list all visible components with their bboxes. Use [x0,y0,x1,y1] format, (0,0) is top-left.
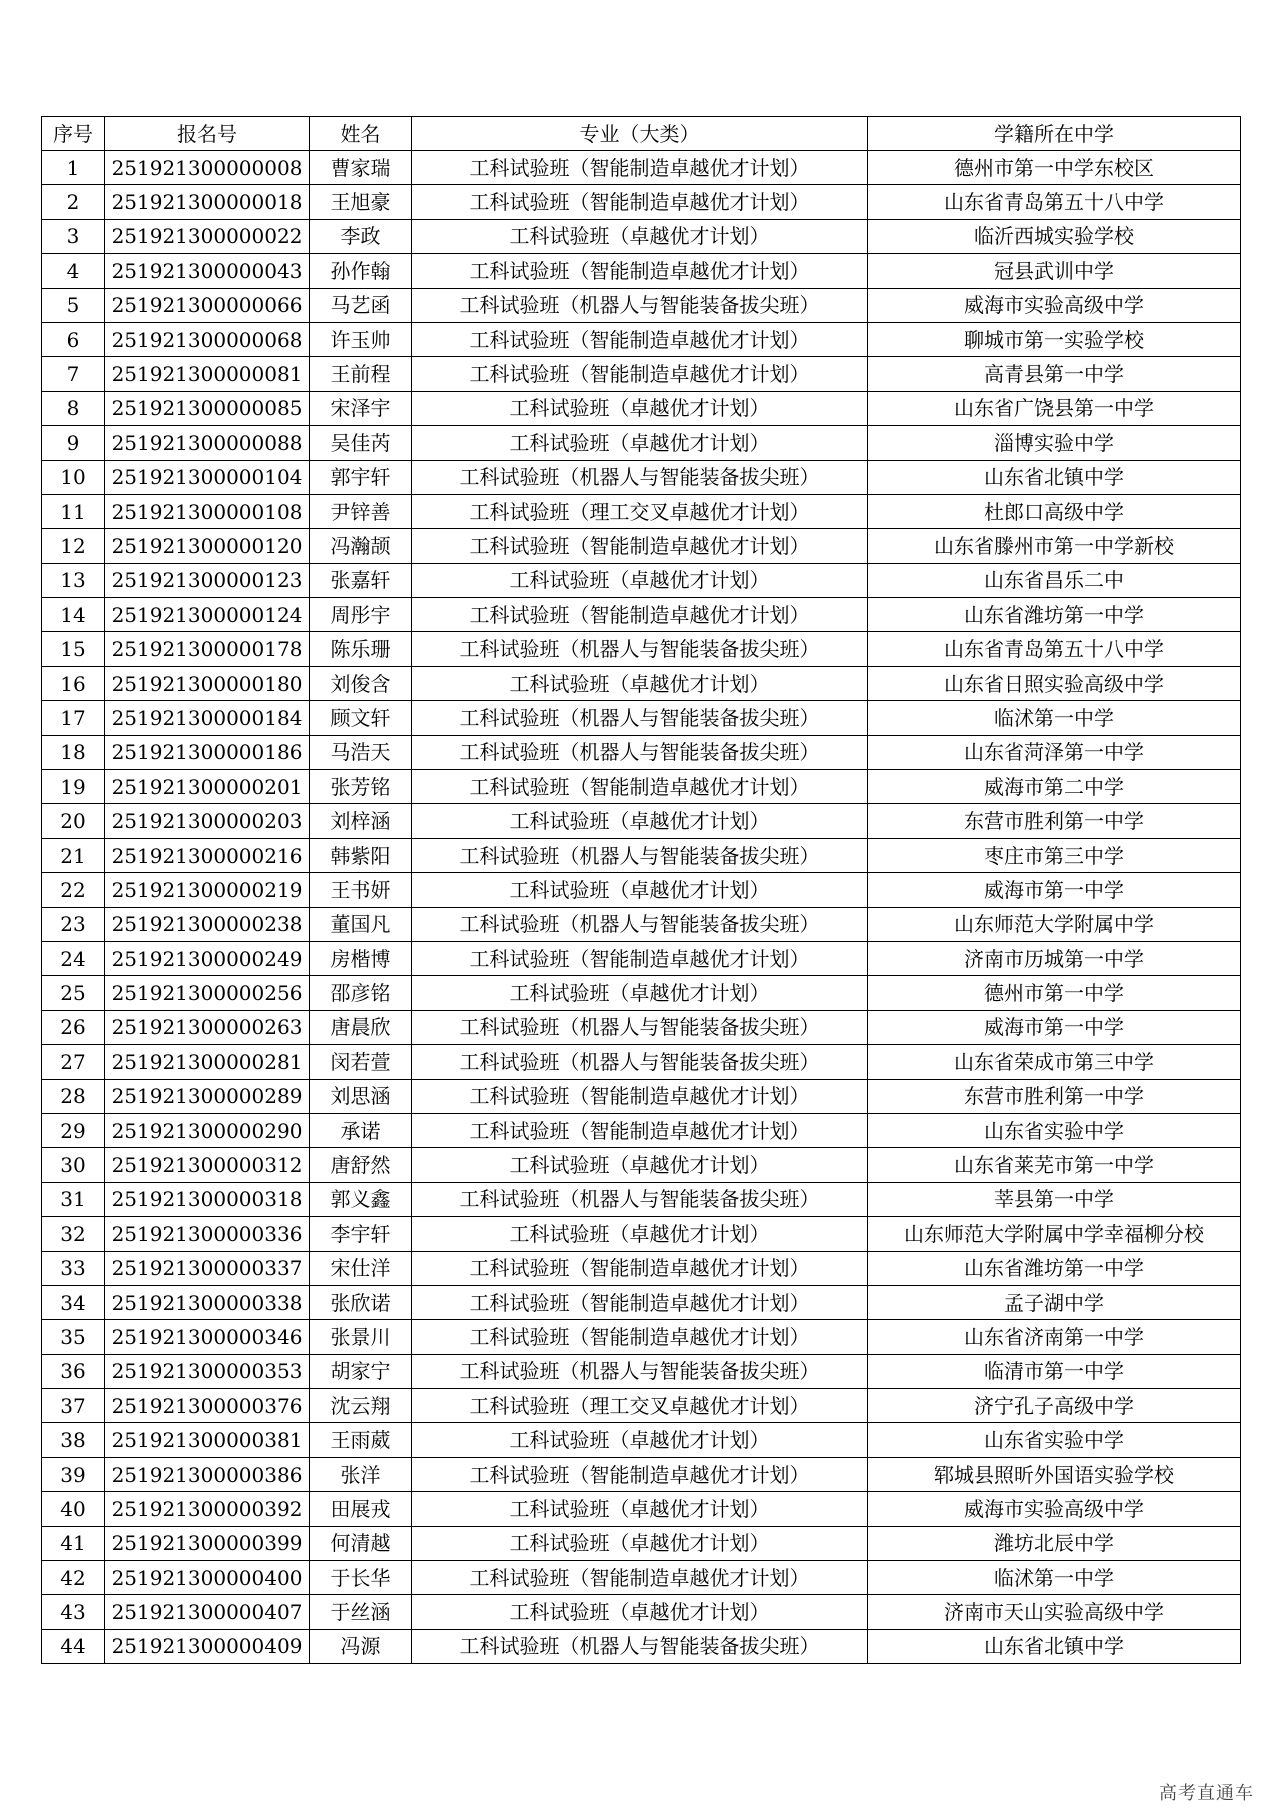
cell-school: 杜郎口高级中学 [868,494,1241,528]
cell-name: 宋仕洋 [310,1251,412,1285]
cell-index: 18 [42,735,105,769]
cell-registration-number: 251921300000376 [105,1389,310,1423]
table-row [42,494,1241,528]
cell-registration-number: 251921300000186 [105,735,310,769]
cell-index: 19 [42,770,105,804]
cell-index: 2 [42,185,105,219]
cell-registration-number: 251921300000018 [105,185,310,219]
cell-major: 工科试验班（智能制造卓越优才计划） [412,1251,868,1285]
cell-name: 吴佳芮 [310,426,412,460]
table-row [42,1182,1241,1216]
cell-registration-number: 251921300000381 [105,1423,310,1457]
cell-school: 冠县武训中学 [868,254,1241,288]
cell-school: 山东省滕州市第一中学新校 [868,529,1241,563]
cell-major: 工科试验班（智能制造卓越优才计划） [412,254,868,288]
cell-school: 山东省北镇中学 [868,1629,1241,1663]
cell-major: 工科试验班（智能制造卓越优才计划） [412,1561,868,1595]
cell-school: 威海市实验高级中学 [868,288,1241,322]
cell-name: 沈云翔 [310,1389,412,1423]
cell-registration-number: 251921300000008 [105,151,310,185]
cell-school: 聊城市第一实验学校 [868,322,1241,356]
cell-registration-number: 251921300000353 [105,1354,310,1388]
cell-index: 25 [42,976,105,1010]
cell-school: 山东省青岛第五十八中学 [868,185,1241,219]
cell-major: 工科试验班（智能制造卓越优才计划） [412,185,868,219]
table-row [42,804,1241,838]
cell-name: 王书妍 [310,873,412,907]
cell-index: 35 [42,1320,105,1354]
cell-name: 张洋 [310,1457,412,1491]
cell-name: 房楷博 [310,941,412,975]
cell-major: 工科试验班（智能制造卓越优才计划） [412,598,868,632]
cell-index: 36 [42,1354,105,1388]
cell-major: 工科试验班（卓越优才计划） [412,426,868,460]
cell-name: 王前程 [310,357,412,391]
cell-index: 40 [42,1492,105,1526]
table-row [42,598,1241,632]
cell-index: 21 [42,838,105,872]
cell-school: 临沂西城实验学校 [868,219,1241,253]
cell-index: 31 [42,1182,105,1216]
cell-name: 冯瀚颉 [310,529,412,563]
cell-index: 44 [42,1629,105,1663]
table-row [42,391,1241,425]
cell-name: 马艺函 [310,288,412,322]
table-row [42,1389,1241,1423]
cell-name: 许玉帅 [310,322,412,356]
cell-name: 张嘉轩 [310,563,412,597]
cell-registration-number: 251921300000123 [105,563,310,597]
cell-index: 8 [42,391,105,425]
cell-school: 山东省青岛第五十八中学 [868,632,1241,666]
table-row [42,1148,1241,1182]
cell-index: 16 [42,666,105,700]
cell-major: 工科试验班（卓越优才计划） [412,1217,868,1251]
cell-registration-number: 251921300000124 [105,598,310,632]
cell-index: 3 [42,219,105,253]
cell-name: 韩紫阳 [310,838,412,872]
cell-index: 12 [42,529,105,563]
cell-registration-number: 251921300000088 [105,426,310,460]
cell-index: 13 [42,563,105,597]
cell-registration-number: 251921300000104 [105,460,310,494]
cell-major: 工科试验班（机器人与智能装备拔尖班） [412,288,868,322]
cell-major: 工科试验班（机器人与智能装备拔尖班） [412,907,868,941]
table-row [42,941,1241,975]
cell-index: 11 [42,494,105,528]
table-row [42,219,1241,253]
cell-registration-number: 251921300000108 [105,494,310,528]
cell-major: 工科试验班（卓越优才计划） [412,873,868,907]
cell-registration-number: 251921300000085 [105,391,310,425]
cell-name: 王雨葳 [310,1423,412,1457]
cell-major: 工科试验班（卓越优才计划） [412,1148,868,1182]
cell-registration-number: 251921300000043 [105,254,310,288]
cell-major: 工科试验班（智能制造卓越优才计划） [412,151,868,185]
admission-list-table [41,116,1241,1664]
cell-school: 山东省实验中学 [868,1113,1241,1147]
table-row [42,1045,1241,1079]
table-row [42,1217,1241,1251]
cell-major: 工科试验班（智能制造卓越优才计划） [412,941,868,975]
cell-registration-number: 251921300000178 [105,632,310,666]
cell-index: 1 [42,151,105,185]
cell-registration-number: 251921300000318 [105,1182,310,1216]
cell-major: 工科试验班（机器人与智能装备拔尖班） [412,1629,868,1663]
cell-major: 工科试验班（机器人与智能装备拔尖班） [412,1045,868,1079]
cell-major: 工科试验班（卓越优才计划） [412,1526,868,1560]
cell-registration-number: 251921300000081 [105,357,310,391]
cell-major: 工科试验班（智能制造卓越优才计划） [412,1079,868,1113]
cell-school: 山东师范大学附属中学 [868,907,1241,941]
cell-school: 山东省日照实验高级中学 [868,666,1241,700]
cell-major: 工科试验班（智能制造卓越优才计划） [412,770,868,804]
cell-name: 刘俊含 [310,666,412,700]
cell-registration-number: 251921300000066 [105,288,310,322]
cell-school: 威海市第一中学 [868,1010,1241,1044]
table-header-row [42,117,1241,151]
cell-major: 工科试验班（卓越优才计划） [412,804,868,838]
cell-name: 邵彦铭 [310,976,412,1010]
cell-name: 张景川 [310,1320,412,1354]
header-index: 序号 [42,117,105,151]
cell-school: 潍坊北辰中学 [868,1526,1241,1560]
cell-school: 枣庄市第三中学 [868,838,1241,872]
cell-index: 15 [42,632,105,666]
cell-index: 14 [42,598,105,632]
table-row [42,907,1241,941]
table-row [42,1079,1241,1113]
table-row [42,1526,1241,1560]
cell-name: 李政 [310,219,412,253]
table-row [42,1285,1241,1319]
cell-index: 22 [42,873,105,907]
cell-school: 山东省北镇中学 [868,460,1241,494]
cell-registration-number: 251921300000409 [105,1629,310,1663]
cell-name: 马浩天 [310,735,412,769]
table-row [42,1010,1241,1044]
table-row [42,151,1241,185]
table-row [42,185,1241,219]
cell-major: 工科试验班（卓越优才计划） [412,1595,868,1629]
cell-school: 山东省昌乐二中 [868,563,1241,597]
cell-registration-number: 251921300000219 [105,873,310,907]
cell-index: 20 [42,804,105,838]
cell-index: 42 [42,1561,105,1595]
cell-school: 高青县第一中学 [868,357,1241,391]
cell-index: 27 [42,1045,105,1079]
cell-registration-number: 251921300000407 [105,1595,310,1629]
cell-registration-number: 251921300000336 [105,1217,310,1251]
cell-registration-number: 251921300000120 [105,529,310,563]
cell-registration-number: 251921300000338 [105,1285,310,1319]
cell-name: 于丝涵 [310,1595,412,1629]
table-row [42,529,1241,563]
cell-major: 工科试验班（卓越优才计划） [412,219,868,253]
cell-school: 东营市胜利第一中学 [868,1079,1241,1113]
cell-major: 工科试验班（卓越优才计划） [412,1423,868,1457]
cell-name: 何清越 [310,1526,412,1560]
cell-registration-number: 251921300000238 [105,907,310,941]
cell-name: 刘梓涵 [310,804,412,838]
table-row [42,254,1241,288]
cell-name: 陈乐珊 [310,632,412,666]
table-row [42,701,1241,735]
cell-name: 孙作翰 [310,254,412,288]
cell-index: 24 [42,941,105,975]
cell-major: 工科试验班（机器人与智能装备拔尖班） [412,735,868,769]
cell-school: 莘县第一中学 [868,1182,1241,1216]
cell-index: 10 [42,460,105,494]
cell-school: 临沭第一中学 [868,701,1241,735]
cell-name: 刘思涵 [310,1079,412,1113]
table-row [42,426,1241,460]
table-row [42,735,1241,769]
cell-major: 工科试验班（卓越优才计划） [412,391,868,425]
cell-school: 临清市第一中学 [868,1354,1241,1388]
cell-index: 43 [42,1595,105,1629]
table-row [42,1354,1241,1388]
table-row [42,322,1241,356]
cell-school: 威海市第一中学 [868,873,1241,907]
cell-registration-number: 251921300000289 [105,1079,310,1113]
table-row [42,873,1241,907]
cell-major: 工科试验班（卓越优才计划） [412,666,868,700]
table-row [42,1423,1241,1457]
cell-registration-number: 251921300000184 [105,701,310,735]
cell-school: 山东省莱芜市第一中学 [868,1148,1241,1182]
table-row [42,1595,1241,1629]
table-row [42,1251,1241,1285]
cell-name: 闵若萱 [310,1045,412,1079]
cell-school: 济宁孔子高级中学 [868,1389,1241,1423]
cell-registration-number: 251921300000068 [105,322,310,356]
cell-index: 33 [42,1251,105,1285]
cell-major: 工科试验班（智能制造卓越优才计划） [412,1285,868,1319]
cell-registration-number: 251921300000400 [105,1561,310,1595]
cell-index: 4 [42,254,105,288]
cell-registration-number: 251921300000263 [105,1010,310,1044]
cell-registration-number: 251921300000386 [105,1457,310,1491]
table-row [42,1457,1241,1491]
cell-major: 工科试验班（智能制造卓越优才计划） [412,1320,868,1354]
cell-index: 6 [42,322,105,356]
cell-name: 宋泽宇 [310,391,412,425]
cell-school: 威海市第二中学 [868,770,1241,804]
cell-name: 董国凡 [310,907,412,941]
table-row [42,976,1241,1010]
cell-name: 李宇轩 [310,1217,412,1251]
cell-major: 工科试验班（机器人与智能装备拔尖班） [412,1010,868,1044]
cell-index: 41 [42,1526,105,1560]
cell-school: 孟子湖中学 [868,1285,1241,1319]
table-row [42,838,1241,872]
table-row [42,770,1241,804]
cell-school: 威海市实验高级中学 [868,1492,1241,1526]
cell-name: 尹锌善 [310,494,412,528]
table-row [42,288,1241,322]
cell-name: 王旭豪 [310,185,412,219]
cell-registration-number: 251921300000256 [105,976,310,1010]
cell-name: 田展戎 [310,1492,412,1526]
cell-major: 工科试验班（机器人与智能装备拔尖班） [412,1354,868,1388]
cell-index: 23 [42,907,105,941]
cell-school: 山东省潍坊第一中学 [868,1251,1241,1285]
cell-registration-number: 251921300000290 [105,1113,310,1147]
table-row [42,666,1241,700]
cell-registration-number: 251921300000346 [105,1320,310,1354]
table-row [42,1320,1241,1354]
cell-school: 山东省实验中学 [868,1423,1241,1457]
cell-school: 济南市天山实验高级中学 [868,1595,1241,1629]
cell-registration-number: 251921300000216 [105,838,310,872]
cell-school: 山东省荣成市第三中学 [868,1045,1241,1079]
cell-school: 山东省潍坊第一中学 [868,598,1241,632]
cell-major: 工科试验班（智能制造卓越优才计划） [412,529,868,563]
cell-major: 工科试验班（卓越优才计划） [412,976,868,1010]
cell-index: 17 [42,701,105,735]
cell-index: 26 [42,1010,105,1044]
cell-major: 工科试验班（机器人与智能装备拔尖班） [412,460,868,494]
cell-major: 工科试验班（机器人与智能装备拔尖班） [412,632,868,666]
cell-index: 38 [42,1423,105,1457]
cell-index: 34 [42,1285,105,1319]
cell-name: 承诺 [310,1113,412,1147]
header-name: 姓名 [310,117,412,151]
cell-name: 曹家瑞 [310,151,412,185]
cell-registration-number: 251921300000281 [105,1045,310,1079]
cell-school: 东营市胜利第一中学 [868,804,1241,838]
cell-major: 工科试验班（卓越优才计划） [412,563,868,597]
cell-registration-number: 251921300000392 [105,1492,310,1526]
cell-name: 顾文轩 [310,701,412,735]
cell-name: 郭宇轩 [310,460,412,494]
cell-major: 工科试验班（理工交叉卓越优才计划） [412,494,868,528]
cell-index: 37 [42,1389,105,1423]
cell-school: 山东省济南第一中学 [868,1320,1241,1354]
watermark-text: 高考直通车 [1159,1783,1254,1804]
cell-registration-number: 251921300000312 [105,1148,310,1182]
table-row [42,1629,1241,1663]
table-row [42,632,1241,666]
cell-school: 郓城县照昕外国语实验学校 [868,1457,1241,1491]
cell-index: 7 [42,357,105,391]
cell-major: 工科试验班（智能制造卓越优才计划） [412,357,868,391]
cell-school: 淄博实验中学 [868,426,1241,460]
cell-index: 9 [42,426,105,460]
cell-name: 于长华 [310,1561,412,1595]
table-row [42,563,1241,597]
table-row [42,460,1241,494]
table-row [42,1492,1241,1526]
cell-registration-number: 251921300000022 [105,219,310,253]
cell-school: 临沭第一中学 [868,1561,1241,1595]
cell-index: 39 [42,1457,105,1491]
cell-school: 山东省菏泽第一中学 [868,735,1241,769]
cell-index: 28 [42,1079,105,1113]
cell-name: 张欣诺 [310,1285,412,1319]
cell-index: 30 [42,1148,105,1182]
cell-registration-number: 251921300000249 [105,941,310,975]
table-row [42,357,1241,391]
header-registration-number: 报名号 [105,117,310,151]
header-school: 学籍所在中学 [868,117,1241,151]
cell-major: 工科试验班（智能制造卓越优才计划） [412,1113,868,1147]
table-row [42,1113,1241,1147]
cell-major: 工科试验班（机器人与智能装备拔尖班） [412,838,868,872]
cell-index: 5 [42,288,105,322]
cell-school: 济南市历城第一中学 [868,941,1241,975]
cell-school: 山东省广饶县第一中学 [868,391,1241,425]
cell-registration-number: 251921300000337 [105,1251,310,1285]
cell-major: 工科试验班（智能制造卓越优才计划） [412,322,868,356]
cell-school: 德州市第一中学东校区 [868,151,1241,185]
cell-registration-number: 251921300000399 [105,1526,310,1560]
cell-name: 胡家宁 [310,1354,412,1388]
cell-index: 29 [42,1113,105,1147]
cell-major: 工科试验班（卓越优才计划） [412,1492,868,1526]
cell-name: 张芳铭 [310,770,412,804]
cell-major: 工科试验班（理工交叉卓越优才计划） [412,1389,868,1423]
cell-index: 32 [42,1217,105,1251]
cell-name: 唐舒然 [310,1148,412,1182]
cell-school: 德州市第一中学 [868,976,1241,1010]
cell-name: 郭义鑫 [310,1182,412,1216]
cell-name: 冯源 [310,1629,412,1663]
cell-registration-number: 251921300000203 [105,804,310,838]
table-row [42,1561,1241,1595]
cell-registration-number: 251921300000180 [105,666,310,700]
cell-major: 工科试验班（智能制造卓越优才计划） [412,1457,868,1491]
cell-major: 工科试验班（机器人与智能装备拔尖班） [412,701,868,735]
cell-school: 山东师范大学附属中学幸福柳分校 [868,1217,1241,1251]
cell-name: 唐晨欣 [310,1010,412,1044]
cell-registration-number: 251921300000201 [105,770,310,804]
cell-name: 周彤宇 [310,598,412,632]
cell-major: 工科试验班（机器人与智能装备拔尖班） [412,1182,868,1216]
header-major: 专业（大类） [412,117,868,151]
table-body [42,151,1241,1664]
